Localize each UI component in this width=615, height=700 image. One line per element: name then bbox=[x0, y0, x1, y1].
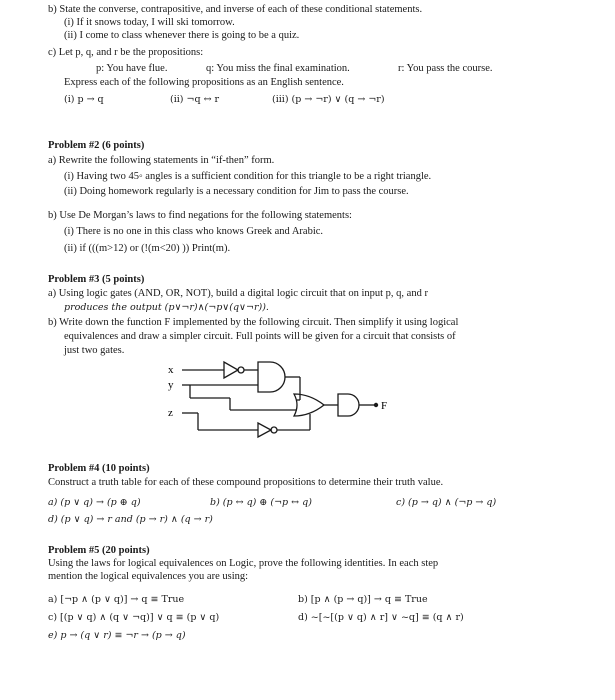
p4-title: Problem #4 (10 points) bbox=[48, 463, 150, 474]
p3-b-line3: just two gates. bbox=[64, 345, 125, 356]
p5-c: c) [(p ∨ q) ∧ (q ∨ ¬q)] ∨ q ≡ (p ∨ q) bbox=[48, 612, 220, 623]
p2-b-i: (i) There is no one in this class who knows Greek and Arabic. bbox=[64, 226, 324, 237]
p5-b: b) [p ∧ (p → q)] → q ≡ True bbox=[298, 594, 428, 605]
circuit-input-z: z bbox=[168, 407, 173, 419]
p5-d: d) ~[~[(p ∨ q) ∧ r] ∨ ~q] ≡ (q ∧ r) bbox=[298, 612, 464, 623]
p4-intro: Construct a truth table for each of these compound propositions to determine their truth value. bbox=[48, 477, 444, 488]
p1-c-iii: (iii) (p → ¬r) ∨ (q → ¬r) bbox=[272, 94, 385, 105]
p4-a: a) (p ∨ q) → (p ⊕ q) bbox=[48, 497, 141, 508]
circuit-input-x: x bbox=[168, 364, 174, 376]
p4-c: c) (p → q) ∧ (¬p → q) bbox=[396, 497, 497, 508]
p3-a-line2: produces the output (p∨¬r)∧(¬p∨(q∨¬r)). bbox=[64, 302, 269, 313]
p2-b-ii: (ii) if (((m>12) or (!(m<20) )) Print(m). bbox=[64, 243, 231, 254]
p2-a-i: (i) Having two 45◦ angles is a sufficient condition for this triangle to be a right triangle. bbox=[64, 171, 432, 182]
p3-title: Problem #3 (5 points) bbox=[48, 274, 145, 285]
or-gate-2 bbox=[294, 394, 324, 416]
p4-b: b) (p ↔ q) ⊕ (¬p ↔ q) bbox=[210, 497, 312, 508]
p4-d: d) (p ∨ q) → r and (p → r) ∧ (q → r) bbox=[48, 514, 213, 525]
p5-intro-2: mention the logical equivalences you are using: bbox=[48, 571, 249, 582]
p1-c-ii: (ii) ¬q ↔ r bbox=[170, 94, 220, 105]
p5-title: Problem #5 (20 points) bbox=[48, 545, 150, 556]
p1-c-express: Express each of the following propositions as an English sentence. bbox=[64, 77, 344, 88]
and-gate-final bbox=[338, 394, 359, 416]
p2-a-ii: (ii) Doing homework regularly is a necessary condition for Jim to pass the course. bbox=[64, 186, 409, 197]
circuit-output-f: F bbox=[381, 400, 388, 412]
p1-c-intro: c) Let p, q, and r be the propositions: bbox=[48, 47, 204, 58]
p5-a: a) [¬p ∧ (p ∨ q)] → q ≡ True bbox=[48, 594, 185, 605]
not-gate-z bbox=[258, 423, 271, 437]
p1-b-ii: (ii) I come to class whenever there is going to be a quiz. bbox=[64, 30, 300, 41]
p2-b-intro: b) Use De Morgan’s laws to find negations for the following statements: bbox=[48, 210, 352, 221]
p1-b-i: (i) If it snows today, I will ski tomorrow. bbox=[64, 17, 235, 28]
p2-a-intro: a) Rewrite the following statements in “if-then” form. bbox=[48, 155, 275, 166]
p3-b-line2: equivalences and draw a simpler circuit. Full points will be given for a circuit that consists of bbox=[64, 331, 456, 342]
logic-circuit-diagram bbox=[160, 358, 420, 448]
p1-c-q: q: You miss the final examination. bbox=[206, 63, 350, 74]
p3-a-line1: a) Using logic gates (AND, OR, NOT), build a digital logic circuit that on input p, q, and r bbox=[48, 288, 428, 299]
p3-b-line1: b) Write down the function F implemented by the following circuit. Then simplify it using logical bbox=[48, 317, 459, 328]
p5-intro-1: Using the laws for logical equivalences on Logic, prove the following identities. In each step bbox=[48, 558, 439, 569]
p1-c-p: p: You have flue. bbox=[96, 63, 168, 74]
output-dot bbox=[374, 403, 378, 407]
circuit-input-y: y bbox=[168, 379, 174, 391]
p1-b-intro: b) State the converse, contrapositive, and inverse of each of these conditional statements. bbox=[48, 4, 423, 15]
and-gate-1 bbox=[258, 362, 285, 392]
p1-c-r: r: You pass the course. bbox=[398, 63, 493, 74]
not-gate-x bbox=[224, 362, 238, 378]
p5-e: e) p → (q ∨ r) ≡ ¬r → (p → q) bbox=[48, 630, 186, 641]
p2-title: Problem #2 (6 points) bbox=[48, 140, 145, 151]
p1-c-i: (i) p → q bbox=[64, 94, 104, 105]
